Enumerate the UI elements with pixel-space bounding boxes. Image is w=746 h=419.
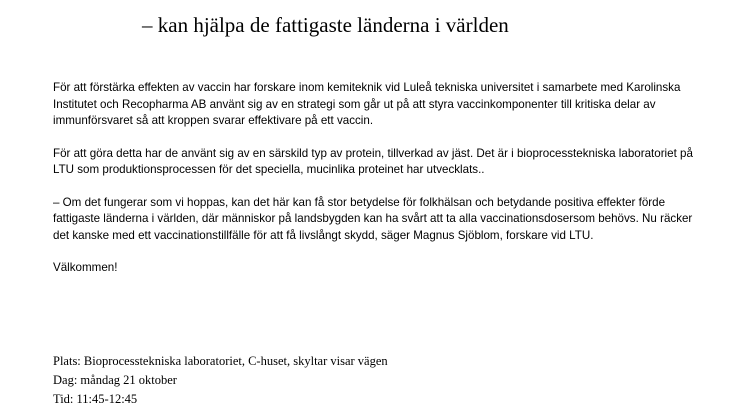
paragraph-welcome: Välkommen! (53, 261, 118, 274)
paragraph-quote: – Om det fungerar som vi hoppas, kan det här kan få stor betydelse för folkhälsan och betydande positiva effekter förde fattigaste länderna i världen, där människor på landsbygden kan ha svårt att ta alla vaccinationsdosersom behövs. Nu räcker det kanske med ett vaccinationstillfälle för att få livslångt skydd, säger Magnus Sjöblom, forskare vid LTU. (53, 195, 693, 242)
event-day: Dag: måndag 21 oktober (53, 373, 177, 387)
event-time: Tid: 11:45-12:45 (53, 392, 138, 406)
body-text (53, 80, 693, 293)
event-place: Plats: Bioprocesstekniska laboratoriet, C-huset, skyltar visar vägen (53, 354, 388, 368)
event-details (53, 352, 713, 409)
paragraph-vaccine-research: För att förstärka effekten av vaccin har forskare inom kemiteknik vid Luleå tekniska universitet i samarbete med Karolinska Institutet och Recopharma AB använt sig av en strategi som går ut på att styra vaccinkomponenter till kritiska delar av immunförsvaret så att kroppen svarar effektivare på ett vaccin. (53, 81, 681, 127)
page-subtitle: – kan hjälpa de fattigaste länderna i världen (142, 13, 509, 37)
paragraph-protein-production: För att göra detta har de använt sig av en särskild typ av protein, tillverkad av jäst. Det är i bioprocesstekniska laboratoriet på LTU som produktionsprocessen för det speciella, mucinlika proteinet har utvecklats.. (53, 146, 693, 176)
